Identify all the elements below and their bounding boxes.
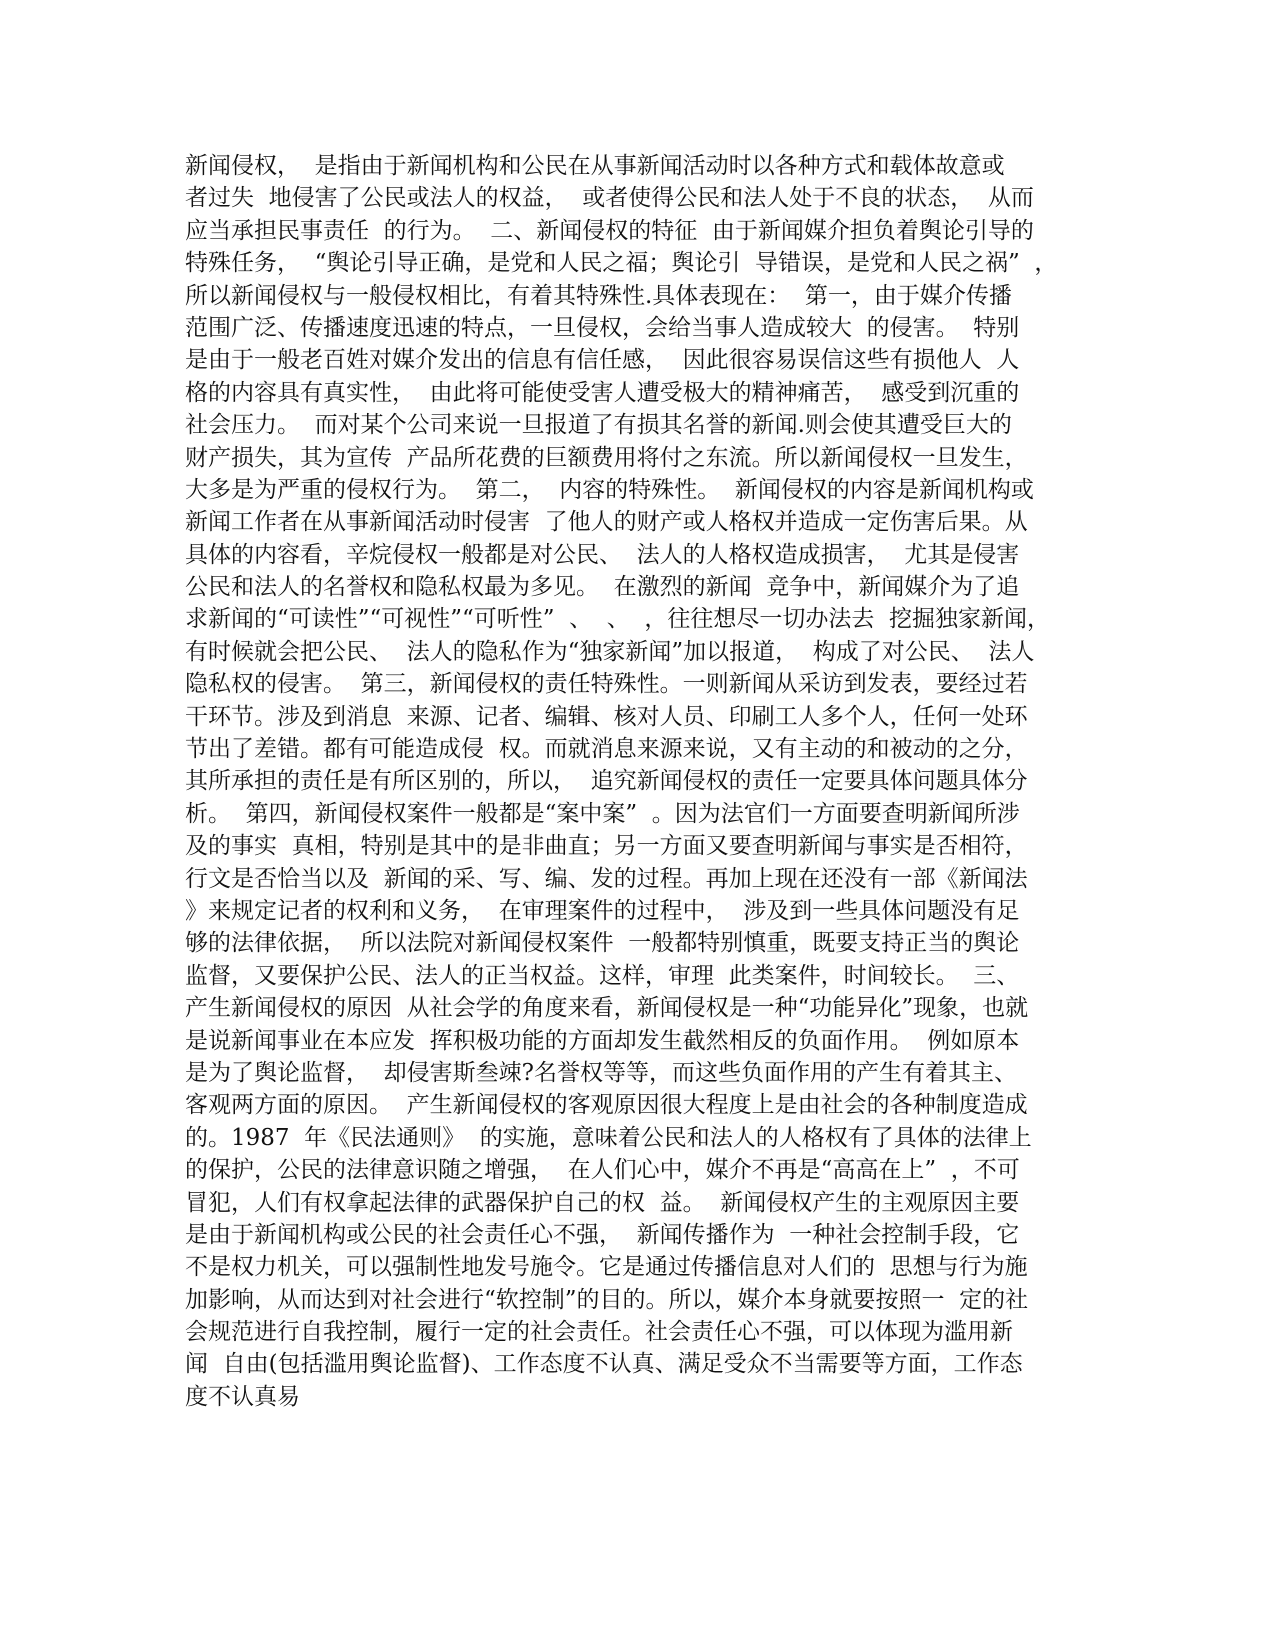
text-line: 新闻侵权， 是指由于新闻机构和公民在从事新闻活动时以各种方式和载体故意或: [185, 153, 1005, 179]
text-line: 析。 第四，新闻侵权案件一般都是“案中案” 。因为法官们一方面要查明新闻所涉: [185, 800, 1020, 827]
text-line: 大多是为严重的侵权行为。 第二， 内容的特殊性。 新闻侵权的内容是新闻机构或: [185, 476, 1034, 503]
text-line: 求新闻的“可读性”“可视性”“可听性” 、 、 ，往往想尽一切办法去 挖掘独家新闻，: [185, 606, 1051, 633]
text-line: 有时候就会把公民、 法人的隐私作为“独家新闻”加以报道， 构成了对公民、 法人: [185, 638, 1035, 665]
text-line: 》来规定记者的权利和义务， 在审理案件的过程中， 涉及到一些具体问题没有足: [185, 897, 1020, 924]
text-line: 节出了差错。都有可能造成侵 权。而就消息来源来说，又有主动的和被动的之分，: [185, 736, 1028, 763]
text-line: 闻 自由(包括滥用舆论监督)、工作态度不认真、满足受众不当需要等方面，工作态: [185, 1351, 1023, 1378]
text-line: 冒犯，人们有权拿起法律的武器保护自己的权 益。 新闻侵权产生的主观原因主要: [185, 1189, 1020, 1216]
text-line: 者过失 地侵害了公民或法人的权益， 或者使得公民和法人处于不良的状态， 从而: [185, 185, 1034, 212]
text-line: 应当承担民事责任 的行为。 二、新闻侵权的特征 由于新闻媒介担负着舆论引导的: [185, 217, 1034, 244]
text-line: 范围广泛、传播速度迅速的特点，一旦侵权，会给当事人造成较大 的侵害。 特别: [185, 314, 1020, 341]
text-line: 是为了舆论监督， 却侵害斯叁竦?名誉权等等，而这些负面作用的产生有着其主、: [185, 1059, 1017, 1086]
text-line: 特殊任务， “舆论引导正确，是党和人民之福；舆论引 导错误，是党和人民之祸” ，: [185, 250, 1058, 277]
text-line: 社会压力。 而对某个公司来说一旦报道了有损其名誉的新闻.则会使其遭受巨大的: [185, 412, 1012, 439]
text-line: 其所承担的责任是有所区别的，所以， 追究新闻侵权的责任一定要具体问题具体分: [185, 768, 1028, 795]
text-line: 够的法律依据， 所以法院对新闻侵权案件 一般都特别慎重，既要支持正当的舆论: [185, 930, 1020, 957]
text-line: 是由于一般老百姓对媒介发出的信息有信任感， 因此很容易误信这些有损他人 人: [185, 347, 1020, 374]
text-line: 的保护，公民的法律意识随之增强， 在人们心中，媒介不再是“高高在上” ，不可: [185, 1157, 1020, 1184]
text-line: 客观两方面的原因。 产生新闻侵权的客观原因很大程度上是由社会的各种制度造成: [185, 1092, 1028, 1119]
text-line: 是说新闻事业在本应发 挥积极功能的方面却发生截然相反的负面作用。 例如原本: [185, 1027, 1020, 1054]
text-line: 所以新闻侵权与一般侵权相比，有着其特殊性.具体表现在： 第一，由于媒介传播: [185, 282, 1012, 309]
text-line: 财产损失，其为宣传 产品所花费的巨额费用将付之东流。所以新闻侵权一旦发生，: [185, 444, 1028, 471]
text-line: 会规范进行自我控制，履行一定的社会责任。社会责任心不强，可以体现为滥用新: [185, 1319, 1013, 1346]
text-line: 新闻工作者在从事新闻活动时侵害 了他人的财产或人格权并造成一定伤害后果。从: [185, 509, 1028, 536]
text-line: 及的事实 真相，特别是其中的是非曲直；另一方面又要查明新闻与事实是否相符，: [185, 833, 1028, 860]
text-line: 不是权力机关，可以强制性地发号施令。它是通过传播信息对人们的 思想与行为施: [185, 1254, 1028, 1281]
text-line: 是由于新闻机构或公民的社会责任心不强， 新闻传播作为 一种社会控制手段，它: [185, 1221, 1020, 1248]
text-line: 的。1987 年《民法通则》 的实施，意味着公民和法人的人格权有了具体的法律上: [185, 1124, 1032, 1151]
body-text: [185, 150, 1085, 1413]
text-line: 具体的内容看，辛烷侵权一般都是对公民、 法人的人格权造成损害， 尤其是侵害: [185, 541, 1020, 568]
text-line: 加影响，从而达到对社会进行“软控制”的目的。所以，媒介本身就要按照一 定的社: [185, 1286, 1029, 1313]
text-line: 隐私权的侵害。 第三，新闻侵权的责任特殊性。一则新闻从采访到发表，要经过若: [185, 671, 1028, 698]
text-line: 监督，又要保护公民、法人的正当权益。这样，审理 此类案件，时间较长。 三、: [185, 962, 1020, 989]
text-line: 公民和法人的名誉权和隐私权最为多见。 在激烈的新闻 竞争中，新闻媒介为了追: [185, 574, 1020, 601]
text-line: 干环节。涉及到消息 来源、记者、编辑、核对人员、印刷工人多个人，任何一处环: [185, 703, 1028, 730]
text-line: 产生新闻侵权的原因 从社会学的角度来看，新闻侵权是一种“功能异化”现象，也就: [185, 995, 1029, 1022]
text-line: 度不认真易: [185, 1383, 300, 1410]
text-line: 格的内容具有真实性， 由此将可能使受害人遭受极大的精神痛苦， 感受到沉重的: [185, 379, 1020, 406]
text-line: 行文是否恰当以及 新闻的采、写、编、发的过程。再加上现在还没有一部《新闻法: [185, 865, 1028, 892]
